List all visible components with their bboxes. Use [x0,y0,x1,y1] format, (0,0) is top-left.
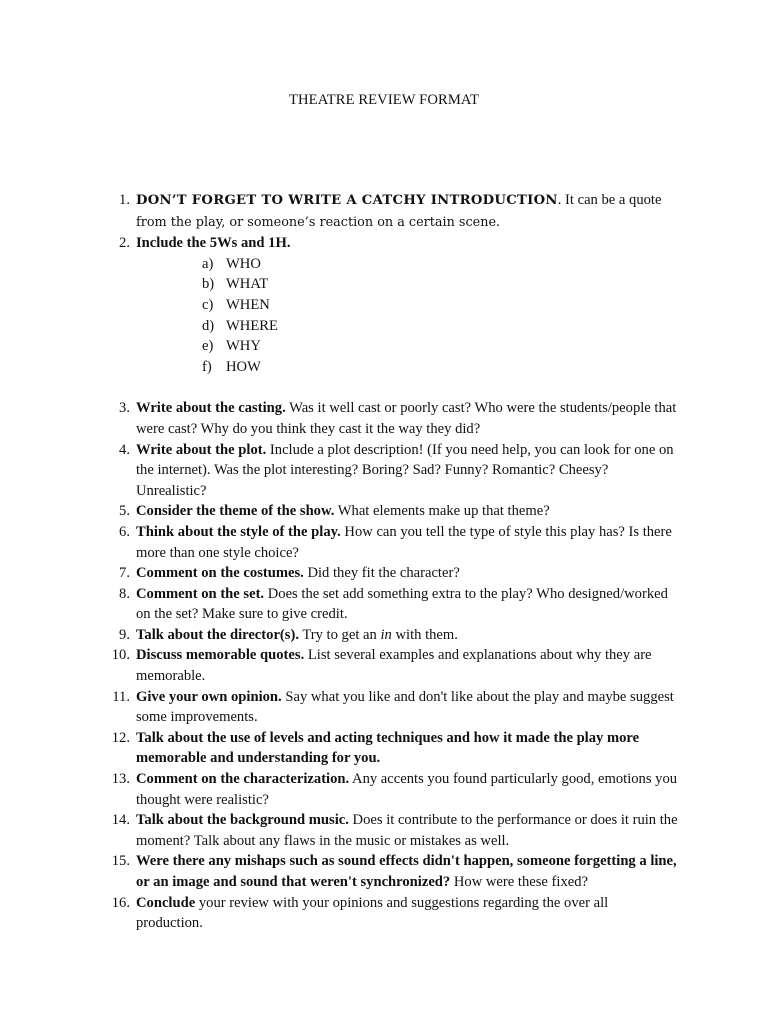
sub-item-letter: b) [202,276,215,293]
list-item [0,501,768,522]
item-text: Include a plot description! (If you need help, you can look for one on the internet). Was the plot interesting? Boring? Sad? Funny? Romantic? Cheesy? Unrealistic? [136,441,674,499]
list-item [0,769,768,810]
list-item [0,687,768,728]
item-number: 8. [119,585,130,602]
item-number: 9. [119,626,130,643]
item-text-continued: from the play, or someone’s reaction on a certain scene. [136,214,501,230]
item-number: 2. [119,235,130,252]
item-number: 16. [111,894,130,911]
item-heading: Comment on the set. [136,585,265,602]
item-text: Does the set add something extra to the play? Who designed/worked on the set? Make sure to give credit. [136,585,668,623]
sub-item-letter: d) [202,317,215,334]
item-number: 3. [119,400,130,417]
list-item [0,728,768,769]
item-text: Did they fit the character? [303,565,460,582]
sub-list-item [0,316,678,337]
item-text: Does it contribute to the performance or does it ruin the moment? Talk about any flaws in the music or mistakes as well. [136,812,678,849]
item-number: 6. [119,523,130,540]
list-item [0,851,768,892]
sub-item-text: WHY [226,338,261,355]
item-italic-text: in [380,626,392,643]
item-number: 14. [111,812,130,829]
item-heading: Comment on the characterization. [136,771,350,788]
item-number: 15. [111,853,130,870]
document-title: THEATRE REVIEW FORMAT [289,92,479,108]
list-item [0,810,768,851]
list-item [0,625,768,646]
item-heading: DON’T FORGET TO WRITE A CATCHY INTRODUCTION [136,193,558,208]
sub-item-letter: e) [202,338,214,355]
item-heading: Discuss memorable quotes. [136,647,305,664]
sub-list-item [0,254,678,275]
item-heading: Talk about the background music. [136,812,349,829]
item-text-end: with them. [391,626,458,643]
sub-item-letter: f) [202,358,212,375]
sub-item-letter: a) [202,255,214,272]
sub-list-item [0,336,678,357]
list-item [0,440,768,502]
list-item [0,190,768,233]
list-item [0,893,768,934]
item-text: Any accents you found particularly good, emotions you thought were realistic? [136,771,678,808]
item-number: 5. [119,503,130,520]
item-heading: Consider the theme of the show. [136,503,335,520]
item-heading: Give your own opinion. [136,688,282,705]
item-number: 7. [119,565,130,582]
sub-item-text: HOW [226,358,261,375]
item-text: Say what you like and don't like about the play and maybe suggest some improvements. [136,688,674,726]
review-checklist [0,190,768,934]
item-heading: Write about the casting. [136,400,286,417]
sub-list-item [0,274,678,295]
item-text: How were these fixed? [450,874,588,890]
item-text: How can you tell the type of style this play has? Is there more than one style choice? [136,523,672,561]
item-number: 1. [119,192,130,208]
item-number: 11. [112,688,130,705]
item-heading: Talk about the director(s). [136,626,299,643]
item-heading: Talk about the use of levels and acting techniques and how it made the play more memorable and understanding for you. [136,729,640,767]
item-heading: Think about the style of the play. [136,523,341,540]
item-heading: Write about the plot. [136,441,267,458]
item-heading: Include the 5Ws and 1H. [136,235,291,252]
sub-list [136,254,678,378]
item-heading: Conclude [136,894,196,911]
item-number: 12. [111,729,130,746]
sub-item-text: WHERE [226,317,278,334]
item-number: 4. [119,441,130,458]
sub-item-text: WHO [226,255,261,272]
item-heading: Were there any mishaps such as sound effects didn't happen, someone forgetting a line, or an image and sound that weren't synchronized? [136,853,677,890]
list-item [0,522,768,563]
item-number: 10. [111,647,130,664]
sub-item-text: WHEN [226,296,270,313]
item-text: What elements make up that theme? [334,503,550,520]
list-item [0,398,768,439]
spacer [136,377,678,398]
list-item [0,584,768,625]
item-heading: Comment on the costumes. [136,565,304,582]
item-text: Try to get an [298,626,381,643]
list-item [0,645,768,686]
sub-item-letter: c) [202,296,214,313]
item-text: your review with your opinions and suggestions regarding the over all production. [136,894,609,932]
list-item [0,563,768,584]
sub-list-item [0,357,678,378]
item-text: . It can be a quote [557,192,662,208]
sub-item-text: WHAT [226,276,269,293]
list-item [0,233,768,398]
sub-list-item [0,295,678,316]
item-number: 13. [111,771,130,788]
item-text: Was it well cast or poorly cast? Who were the students/people that were cast? Why do you think they cast it the way they did? [136,400,677,437]
item-text: List several examples and explanations about why they are memorable. [136,647,652,685]
